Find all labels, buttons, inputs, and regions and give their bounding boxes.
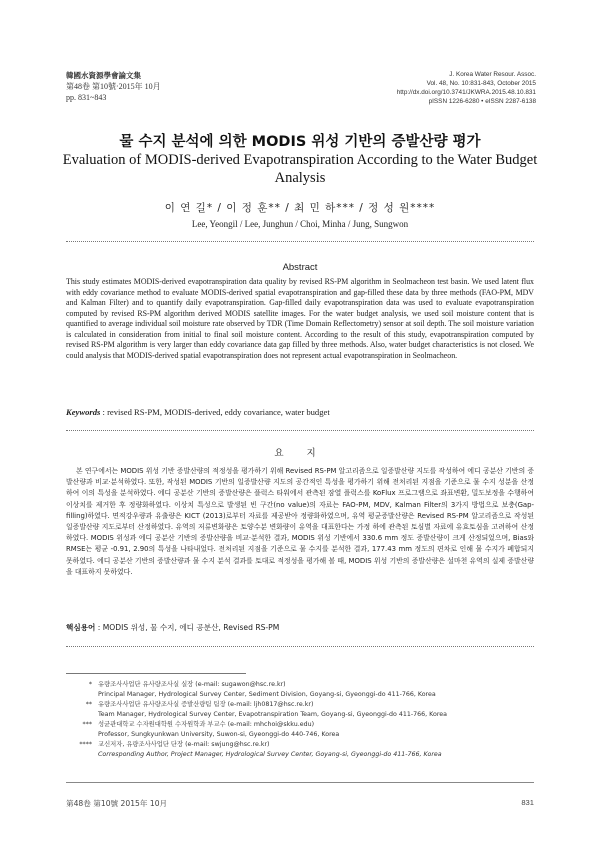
summary-text: 본 연구에서는 MODIS 위성 기반 증발산량의 적정성을 평가하기 위해 Revised RS-PM 알고리즘으로 일증발산량 지도를 작성하여 에디 공분산 기반의 증발산량과 비교·분석하였다. 또한, 작성된 MODIS 기반의 일증발산량 지도의 공간적인 특성을 평가하기 위해 전처리된 지점을 기준으로 물 수지 성분을 산정하여 이의 특성을 분석하였다. 에디 공분산 기반의 증발산량은 플럭스 타워에서 관측된 잠열 플럭스를 KoFlux 프로그램으로 좌표변환, 밀도보정을 수행하여 이상치를 제거한 후 정량화하였다. 이상치 특성으로 발생된 빈 구간(no value)의 자료는 FAO-PM, MDV, Kalman Filter의 3가지 방법으로 보충(Gap-filling)하였다. 면적강우량과 유출량은 KICT (2013)로부터 자료를 제공받아 정량화하였으며, 유역 평균증발산량은 Revised RS-PM 알고리즘으로 작성된 일증발산량 지도로부터 산정하였다. 유역의 저류변화량은 토양수분 변화량이 유역을 대표한다는 가정 하에 관측된 토심별 자료에 유효토심을 고려하여 산정하였다. MODIS 위성과 에디 공분산 기반의 증발산량을 비교·분석한 결과, MODIS 위성 기반에서 330.6 mm 정도 증발산량이 크게 산정되었으며, Bias와 RMSE는 평균 -0.91, 2.90의 특성을 나타내었다. 전처리된 지점을 기준으로 물 수지를 분석한 결과, 177.43 mm 정도의 편차로 인해 물 수지가 폐합되지 못하였다. 에디 공분산 기반의 증발산량과 물 수지 분석 결과를 토대로 적정성을 평가해 볼 때, MODIS 위성 기반의 증발산량은 설마천 유역의 실제 증발산량을 대표하지 못하였다. bbox=[66, 467, 534, 576]
keywords-label: Keywords bbox=[66, 407, 101, 417]
keywords-list: : revised RS-PM, MODIS-derived, eddy covariance, water budget bbox=[102, 407, 330, 417]
footnote-mark: *** bbox=[82, 721, 92, 728]
pages-ko: pp. 831~843 bbox=[66, 93, 107, 102]
journal-name-hanja: 韓國水資源學會論文集 bbox=[66, 71, 141, 80]
footnote-line: Corresponding Author, Project Manager, Hydrological Survey Center, Goyang-si, Gyeonggi-do 411-766, Korea bbox=[98, 751, 442, 758]
footer-volume: 第48卷 第10號 2015年 10月 bbox=[66, 799, 168, 808]
divider bbox=[66, 646, 534, 647]
volume-issue-ko: 第48卷 第10號·2015年 10月 bbox=[66, 82, 161, 91]
journal-header-right bbox=[397, 70, 536, 106]
doi-link[interactable]: http://dx.doi.org/10.3741/JKWRA.2015.48.10.831 bbox=[396, 89, 536, 96]
footnote-line: Principal Manager, Hydrological Survey Center, Sediment Division, Goyang-si, Gyeonggi-do 411-766, Korea bbox=[98, 691, 436, 698]
journal-en: J. Korea Water Resour. Assoc. bbox=[449, 71, 536, 78]
title-korean: 물 수지 분석에 의한 MODIS 위성 기반의 증발산량 평가 bbox=[119, 134, 481, 150]
page-number: 831 bbox=[521, 798, 534, 807]
keywords-ko-list: : MODIS 위성, 물 수지, 에디 공분산, Revised RS-PM bbox=[97, 623, 280, 632]
volume-en: Vol. 48, No. 10:831-843, October 2015 bbox=[426, 80, 536, 87]
footnote-mark: ** bbox=[85, 701, 92, 708]
title-english bbox=[60, 151, 540, 187]
keywords-en bbox=[66, 407, 534, 417]
authors-korean: 이 연 길* / 이 정 훈** / 최 민 하*** / 정 성 원**** bbox=[164, 202, 436, 214]
footnote-line: 유량조사사업단 유사량조사실 실장 (e-mail: sugawon@hsc.re.kr) bbox=[98, 681, 286, 688]
footnote-line: 유량조사사업단 유사량조사실 증발산량팀 팀장 (e-mail: ljh0817@hsc.re.kr) bbox=[98, 701, 314, 708]
authors-english: Lee, Yeongil / Lee, Junghun / Choi, Minha / Jung, Sungwon bbox=[191, 219, 409, 229]
title-english-line2: Analysis bbox=[274, 170, 326, 186]
footnote bbox=[70, 680, 534, 690]
footnotes bbox=[70, 680, 534, 760]
footnote bbox=[70, 700, 534, 710]
footnote-line: Professor, Sungkyunkwan University, Suwon-si, Gyeonggi-do 440-746, Korea bbox=[98, 731, 340, 738]
divider bbox=[66, 430, 534, 431]
footnote-rule bbox=[66, 673, 246, 674]
footer-rule bbox=[66, 782, 534, 783]
footnote-mark: * bbox=[88, 681, 92, 688]
footnote bbox=[70, 720, 534, 730]
footnote-line: 성균관대학교 수자원대학원 수자원학과 부교수 (e-mail: mhchoi@skku.edu) bbox=[98, 721, 315, 728]
footnote bbox=[70, 740, 534, 750]
title-english-line1: Evaluation of MODIS-derived Evapotranspiration According to the Water Budget bbox=[62, 152, 538, 168]
abstract-heading: Abstract bbox=[282, 262, 318, 273]
footnote-line: 교신저자, 유량조사사업단 단장 (e-mail: swjung@hsc.re.kr) bbox=[98, 741, 270, 748]
summary-heading: 요 지 bbox=[274, 448, 326, 459]
footnote-mark: **** bbox=[79, 741, 92, 748]
issn: pISSN 1226-6280 • eISSN 2287-6138 bbox=[428, 98, 536, 105]
journal-header-left bbox=[66, 70, 161, 103]
keywords-ko bbox=[66, 622, 534, 633]
footnote-line: Team Manager, Hydrological Survey Center, Evapotranspiration Team, Goyang-si, Gyeonggi-do 411-766, Korea bbox=[98, 711, 448, 718]
keywords-ko-label: 핵심용어 bbox=[66, 623, 96, 632]
divider bbox=[66, 241, 534, 242]
abstract-text: This study estimates MODIS-derived evapotranspiration data quality by revised RS-PM algorithm in Seolmacheon test basin. We used latent flux with eddy covariance method to evaluate MODIS-derived spatial evapotranspiration and gap-filled these data by three methods (FAO-PM, MDV and Kalman Filter) and to quantify daily evapotranspiration. Gap-filled daily evapotranspiration data was used to evaluate evapotranspiration computed by revised RS-PM algorithm derived MODIS satellite images. For the water budget analysis, we used soil moisture content that is quantified to average individual soil moisture rate observed by TDR (Time Domain Reflectometry) sensor at soil depth. The soil moisture variation is calculated in consideration from initial to final soil moisture content. According to the result of this study, evapotranspiration computed by revised RS-PM algorithm is very larger than eddy covariance data gap filled by three methods. Also, water budget characteristics is not closed. We could analysis that MODIS-derived spatial evapotranspiration does not represent actual evapotranspiration in Seolmacheon. bbox=[66, 277, 534, 360]
